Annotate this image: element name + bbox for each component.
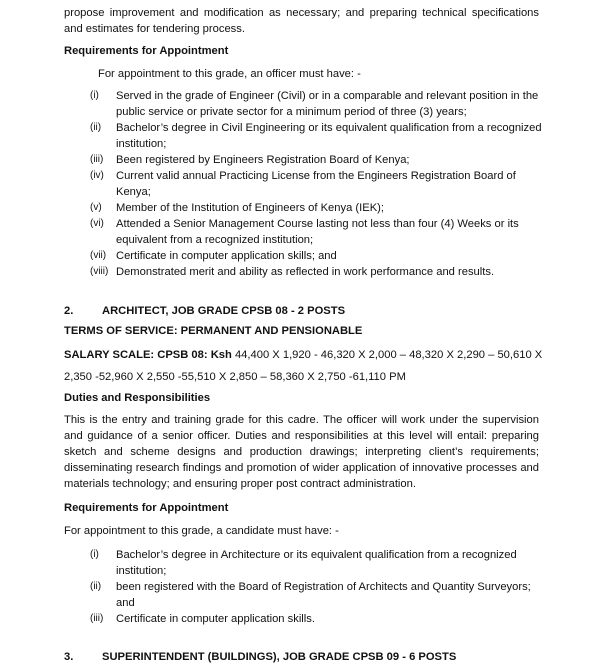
list-item-line: been registered with the Board of Registration of Architects and Quantity Surveyors;	[116, 581, 531, 593]
list-number: (vi)	[90, 218, 104, 229]
duties-line: sketch and scheme designs and production drawings; interpreting client’s requirements;	[64, 446, 539, 458]
duties-line: disseminating research findings and promotion of wider application of innovative processes and	[64, 462, 539, 474]
salary-scale-line	[64, 348, 542, 362]
list-number: (iv)	[90, 170, 104, 181]
list-item-line: Bachelor’s degree in Civil Engineering or its equivalent qualification from a recognized	[116, 122, 542, 134]
salary-scale-line-2: 2,350 -52,960 X 2,550 -55,510 X 2,850 – 58,360 X 2,750 -61,110 PM	[64, 371, 406, 383]
requirements-intro: For appointment to this grade, an officer must have: -	[98, 68, 361, 80]
terms-of-service: TERMS OF SERVICE: PERMANENT AND PENSIONABLE	[64, 325, 363, 337]
duties-line: and guidance of a senior officer. Duties and responsibilities at this level will entail: preparing	[64, 430, 539, 442]
intro-line: propose improvement and modification as necessary; and preparing technical specifications	[64, 7, 539, 19]
list-number: (ii)	[90, 122, 102, 133]
requirements-heading: Requirements for Appointment	[64, 45, 229, 57]
section-title: SUPERINTENDENT (BUILDINGS), JOB GRADE CPSB 09 - 6 POSTS	[102, 651, 457, 663]
list-item-line: Demonstrated merit and ability as reflected in work performance and results.	[116, 266, 495, 278]
list-item-line: Served in the grade of Engineer (Civil) or in a comparable and relevant position in the	[116, 90, 539, 102]
list-item-line: institution;	[116, 565, 167, 577]
list-number: (iii)	[90, 154, 104, 165]
list-number: (vii)	[90, 250, 107, 261]
duties-line: materials technology; and ensuring proper post contract administration.	[64, 478, 416, 490]
list-number: (iii)	[90, 613, 104, 624]
list-item-line: Certificate in computer application skills.	[116, 613, 315, 625]
list-item-line: and	[116, 597, 135, 609]
list-item-line: Current valid annual Practicing License from the Engineers Registration Board of	[116, 170, 516, 182]
requirements-intro: For appointment to this grade, a candidate must have: -	[64, 525, 339, 537]
section-number: 3.	[64, 651, 74, 663]
salary-values: 44,400 X 1,920 - 46,320 X 2,000 – 48,320 X 2,290 – 50,610 X	[231, 349, 543, 361]
list-number: (viii)	[90, 266, 109, 277]
list-item-line: Certificate in computer application skills; and	[116, 250, 337, 262]
list-item-line: institution;	[116, 138, 167, 150]
list-number: (ii)	[90, 581, 102, 592]
section-number: 2.	[64, 305, 74, 317]
list-item-line: Member of the Institution of Engineers of Kenya (IEK);	[116, 202, 385, 214]
duties-line: This is the entry and training grade for this cadre. The officer will work under the supervision	[64, 414, 539, 426]
list-number: (i)	[90, 549, 99, 560]
requirements-heading: Requirements for Appointment	[64, 502, 229, 514]
list-item-line: public service or private sector for a minimum period of three (3) years;	[116, 106, 467, 118]
list-item-line: Attended a Senior Management Course lasting not less than four (4) Weeks or its	[116, 218, 519, 230]
salary-label: SALARY SCALE: CPSB 08: Ksh	[64, 349, 232, 361]
list-item-line: equivalent from a recognized institution;	[116, 234, 314, 246]
list-item-line: Been registered by Engineers Registration Board of Kenya;	[116, 154, 410, 166]
list-number: (i)	[90, 90, 99, 101]
list-item-line: Kenya;	[116, 186, 151, 198]
section-title: ARCHITECT, JOB GRADE CPSB 08 - 2 POSTS	[102, 305, 346, 317]
list-item-line: Bachelor’s degree in Architecture or its equivalent qualification from a recognized	[116, 549, 517, 561]
list-number: (v)	[90, 202, 102, 213]
intro-line: and estimates for tendering process.	[64, 23, 245, 35]
duties-heading: Duties and Responsibilities	[64, 392, 211, 404]
